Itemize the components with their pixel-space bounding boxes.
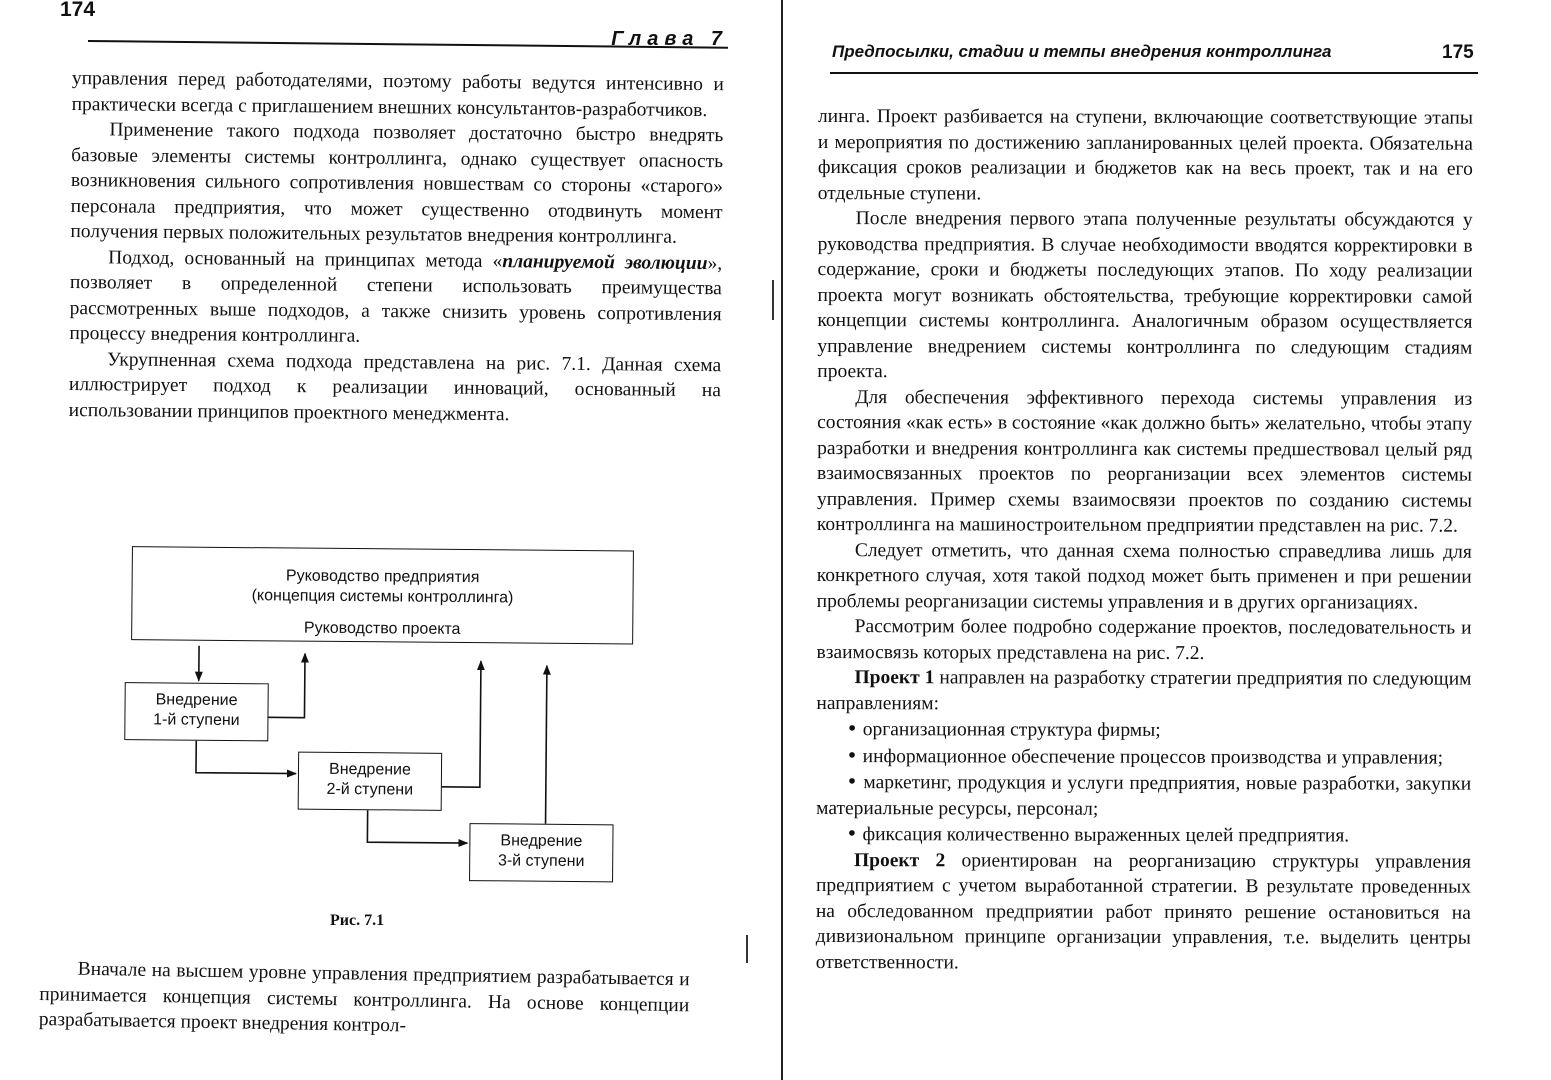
list-item <box>816 821 1471 849</box>
list-item-text: фиксация количественно выраженных целей предприятия. <box>862 824 1350 847</box>
arrow-stage1-feedback <box>266 653 305 717</box>
stage3-line2: 3-й ступени <box>497 852 585 871</box>
paragraph: линга. Проект разбивается на ступени, включающие соответствующие этапы и мероприятия по достижению запланированных целей проекта. Обязательна фиксация сроков реализации и бюджетов как на весь проект, так и на его отдельные ступени. <box>817 105 1473 204</box>
margin-mark <box>746 935 748 963</box>
right-page <box>790 0 1551 1080</box>
stage2-line2: 2-й ступени <box>326 780 414 799</box>
margin-mark <box>772 280 774 320</box>
list-item <box>816 716 1471 744</box>
list-item <box>816 742 1471 770</box>
arrow-stage3-feedback <box>546 666 547 826</box>
page-number-left: 174 <box>60 0 96 21</box>
paragraph: Следует отметить, что данная схема полностью справедлива лишь для конкретного случая, хотя такой подход может быть применен и при решении проблемы реорганизации системы управления и в других организациях. <box>816 539 1472 614</box>
arrow-stage1-to-stage2 <box>196 741 296 774</box>
paragraph: Рассмотрим более подробно содержание проектов, последовательность и взаимосвязь которых представлена на рис. 7.2. <box>816 616 1472 664</box>
stage1-box <box>124 682 269 741</box>
list-item-text: информационное обеспечение процессов производства и управления; <box>862 745 1444 769</box>
text-run: ориентирован на реорганизацию структуры управления предприятием с учетом выработанной стратегии. В результате проведенных на обследованном предприятии работ принято решение остановиться на дивизиональном принципе организации управления, т.е. выделить центры ответственности. <box>815 849 1472 973</box>
arrow-stage2-feedback <box>440 661 481 787</box>
text-run: направлен на разработку стратегии предприятия по следующим направлениям: <box>816 667 1472 714</box>
text-run: », позволяет в определенной степени использовать преимущества рассмотренных выше подходов, а также снизить уровень сопротивления процессу внедрения контроллинга. <box>69 252 723 347</box>
paragraph: Вначале на высшем уровне управления предприятием разрабатывается и принимается концепция системы контроллинга. На основе концепции разрабатывается проект внедрения контрол- <box>38 958 690 1037</box>
project2-label: Проект 2 <box>853 849 946 871</box>
management-line2: (концепция системы контроллинга) <box>251 587 514 607</box>
management-line1: Руководство предприятия <box>285 567 480 587</box>
project-management-label: Руководство проекта <box>303 619 461 638</box>
bullet-icon: • <box>846 717 858 741</box>
stage1-line1: Внедрение <box>155 691 238 710</box>
text-run: Подход, основанный на принципах метода « <box>108 246 503 272</box>
stage2-box <box>298 752 443 811</box>
page-gutter <box>781 0 783 1080</box>
list-item-text: организационная структура фирмы; <box>862 719 1161 741</box>
paragraph <box>816 665 1471 718</box>
arrow-stage2-to-stage3 <box>367 808 467 843</box>
stage2-line1: Внедрение <box>328 760 411 779</box>
figure-7-1-diagram <box>115 540 648 895</box>
right-body-text <box>816 104 1473 977</box>
stage3-box <box>469 823 614 882</box>
bullet-icon: • <box>846 770 858 794</box>
chapter-title: Глава 7 <box>611 28 728 50</box>
left-body-text <box>69 66 724 429</box>
paragraph: Применение такого подхода позволяет достаточно быстро внедрять базовые элементы системы контроллинга, однако существует опасность возникновения сильного сопротивления новшествам со стороны «старого» персонала предприятия, что может существенно отодвинуть момент получения первых положительных результатов внедрения контроллинга. <box>70 119 724 248</box>
page-number-right: 175 <box>1442 42 1474 63</box>
left-bottom-text <box>39 956 690 1044</box>
stage3-line1: Внедрение <box>500 832 583 851</box>
paragraph: Для обеспечения эффективного перехода системы управления из состояния «как есть» в состояние «как должно быть» желательно, чтобы этапу разработки и внедрения контроллинга как системы предшествовал целый ряд взаимосвязанных проектов по реорганизации всех элементов системы управления. Пример схемы взаимосвязи проектов по созданию системы контроллинга на машиностроительном предприятии представлен на рис. 7.2. <box>816 386 1473 537</box>
paragraph: Укрупненная схема подхода представлена на рис. 7.1. Данная схема иллюстрирует подход к реализации инноваций, основанный на использовании принципов проектного менеджмента. <box>68 348 722 425</box>
paragraph: управления перед работодателями, поэтому работы ведутся интенсивно и практически всегда с приглашением внешних консультантов-разработчиков. <box>71 67 724 121</box>
paragraph <box>816 847 1471 976</box>
list-item <box>816 769 1471 823</box>
bullet-icon: • <box>846 743 858 767</box>
header-rule-right <box>830 72 1478 74</box>
project1-label: Проект 1 <box>854 667 935 689</box>
stage1-line2: 1-й ступени <box>153 711 240 730</box>
management-box <box>131 546 634 644</box>
figure-caption: Рис. 7.1 <box>330 912 385 929</box>
paragraph: После внедрения первого этапа полученные результаты обсуждаются у руководства предприятия. В случае необходимости вводятся корректировки в содержание, сроки и бюджеты последующих этапов. По ходу реализации проекта могут возникать обстоятельства, требующие корректировки самой концепции системы контроллинга. Аналогичным образом осуществляется управление внедрением системы контроллинга по следующим стадиям проекта. <box>817 208 1473 383</box>
bullet-icon: • <box>846 822 858 846</box>
paragraph <box>69 244 722 352</box>
list-item-text: маркетинг, продукция и услуги предприятия, новые разработки, закупки материальные ресурсы, персонал; <box>816 772 1472 820</box>
running-head: Предпосылки, стадии и темпы внедрения контроллинга <box>832 42 1332 61</box>
italic-term: планируемой эволюции <box>502 250 708 274</box>
